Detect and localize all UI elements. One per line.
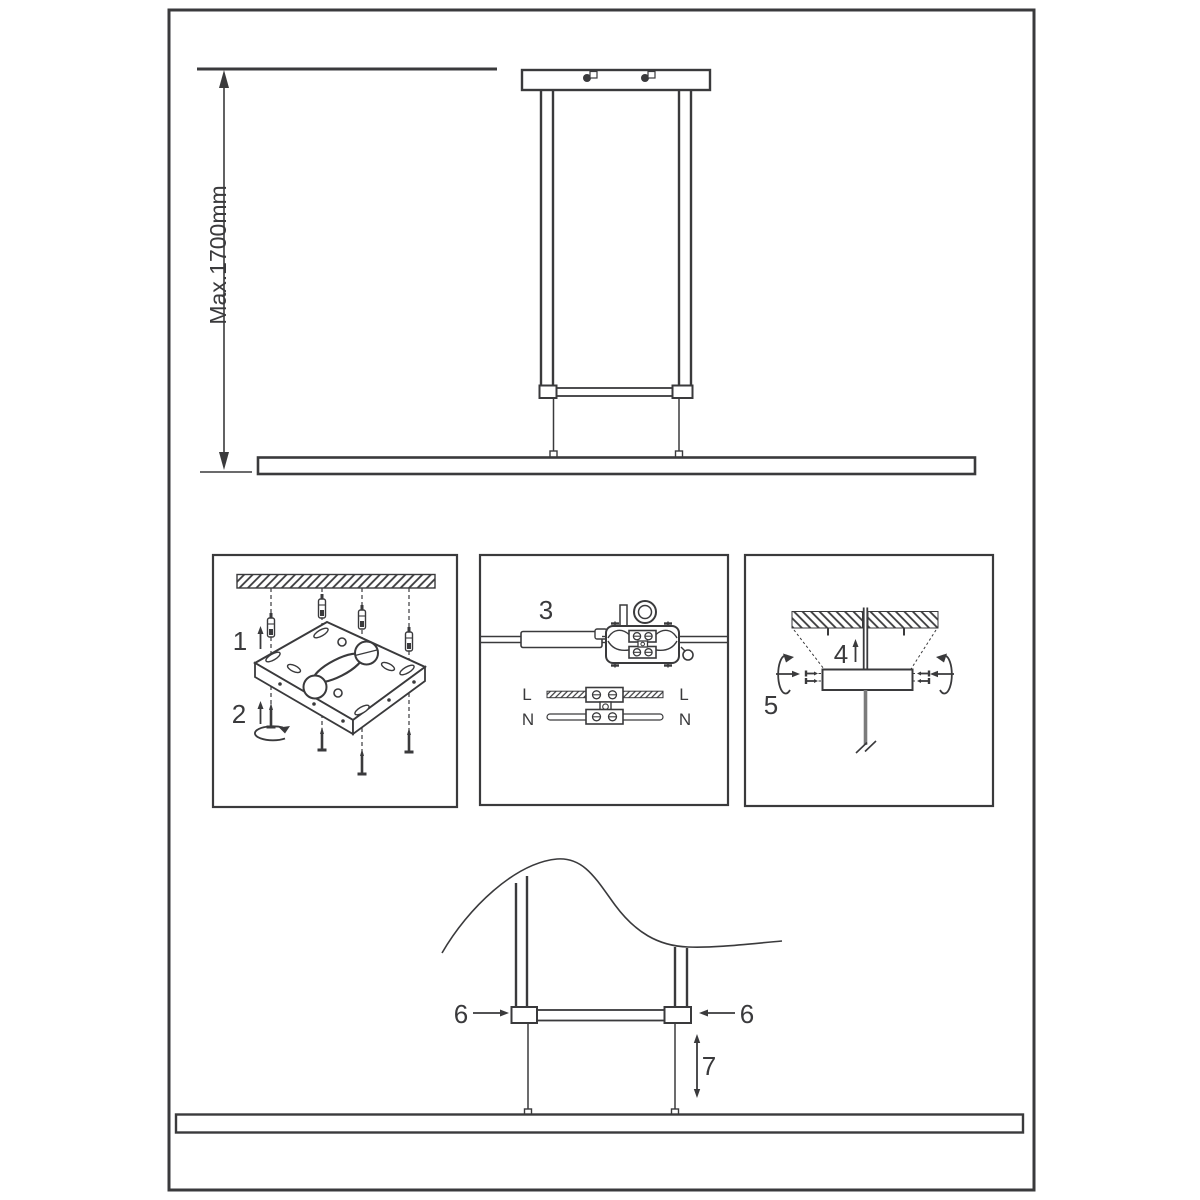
set-screw-icon: [806, 671, 823, 685]
live-label-left: L: [522, 685, 532, 704]
screw-icon: [267, 703, 276, 727]
crossbar-clamp-left: [540, 386, 557, 399]
wall-anchor-icon: [268, 613, 275, 637]
mounting-plate: [255, 622, 425, 734]
screw-icon: [405, 728, 414, 752]
suspension-wires: [550, 398, 683, 458]
step-box-2: [480, 555, 728, 805]
step-7-label: 7: [701, 1051, 717, 1081]
eyelet-icon: [683, 650, 693, 660]
bottom-diagram: [176, 859, 1023, 1133]
step-4-arrow: [853, 639, 859, 662]
step-6-arrow-right: [699, 1010, 735, 1017]
cable-connector: [480, 601, 728, 668]
canopy: [823, 670, 913, 691]
crossbar-clamp-right: [673, 386, 693, 399]
draped-cable: [442, 859, 782, 953]
wall-anchor-icon: [359, 605, 366, 629]
step-box-1: [213, 555, 457, 807]
live-wire: [547, 691, 586, 698]
neutral-label-left: N: [521, 709, 535, 729]
live-terminal-block: [586, 688, 623, 703]
suspension-rods: [541, 90, 691, 386]
dimension-arrow: [200, 70, 252, 472]
connector-pin: [620, 605, 627, 626]
ceiling-hatch: [868, 612, 938, 629]
live-label-right: L: [679, 685, 689, 704]
step-4-label: 4: [833, 639, 849, 669]
cable-sleeve: [521, 632, 602, 648]
live-wire: [623, 691, 663, 698]
neutral-terminal-block: [586, 710, 623, 725]
screw-icon: [358, 749, 367, 774]
overview-diagram: [197, 69, 975, 474]
dimension-label: Max.1700mm: [205, 185, 231, 325]
screw-icon: [318, 727, 327, 750]
step-1-arrow: [258, 626, 264, 649]
ceiling-hatch: [237, 575, 435, 589]
wall-anchor-icon: [319, 594, 326, 618]
ceiling-canopy: [522, 70, 710, 90]
suspension-wires: [525, 1023, 679, 1116]
light-bar: [176, 1115, 1023, 1133]
wall-anchor-icon: [406, 627, 413, 651]
wiring-schematic: [522, 685, 691, 729]
step-6-label-right: 6: [739, 999, 755, 1029]
step-box-3: [745, 555, 993, 806]
rotate-arrow-icon: [930, 654, 954, 694]
ceiling-hatch: [792, 612, 863, 629]
light-bar: [258, 458, 975, 475]
crossbar-clamp-right: [665, 1007, 692, 1023]
step-7-arrow: [694, 1034, 700, 1098]
set-screw-icon: [913, 671, 930, 685]
step-box-2-frame: [480, 555, 728, 805]
crossbar: [512, 1007, 692, 1023]
guide-line: [911, 630, 936, 669]
step-3-label: 3: [538, 595, 554, 625]
neutral-label-right: N: [678, 709, 692, 729]
rotate-arrow-icon: [776, 654, 800, 694]
step-2-arrow: [258, 701, 264, 724]
step-6-arrow-left: [473, 1010, 509, 1017]
crossbar: [540, 386, 693, 399]
step-1-label: 1: [232, 626, 248, 656]
step-5-label: 5: [763, 690, 779, 720]
step-2-label: 2: [231, 699, 247, 729]
guide-line: [794, 630, 824, 669]
crossbar-clamp-left: [512, 1007, 538, 1023]
step-6-label-left: 6: [453, 999, 469, 1029]
